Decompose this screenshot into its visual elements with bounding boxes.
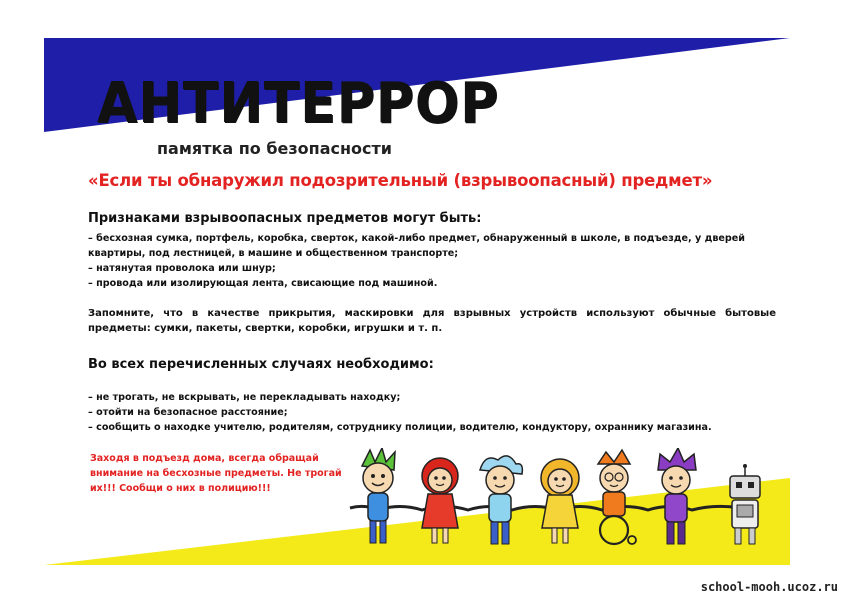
- poster-title: АНТИТЕРРОР: [97, 71, 500, 136]
- kid-yellow: [541, 459, 579, 543]
- poster-headline: «Если ты обнаружил подозрительный (взрывоопасный) предмет»: [88, 171, 713, 190]
- signs-heading: Признаками взрывоопасных предметов могут быть:: [88, 211, 482, 226]
- children-illustration: [340, 448, 780, 553]
- actions-item: – не трогать, не вскрывать, не перекладывать находку;: [88, 392, 401, 403]
- kid-purple: [658, 448, 696, 544]
- actions-item: – отойти на безопасное расстояние;: [88, 407, 288, 418]
- site-credit: school-mooh.ucoz.ru: [700, 580, 838, 594]
- warning-text: Заходя в подъезд дома, всегда обращай внимание на бесхозные предметы. Не трогай их!!! Сообщи о них в полицию!!!: [90, 453, 342, 494]
- robot-figure: [730, 464, 760, 544]
- poster-subtitle: памятка по безопасности: [157, 139, 392, 158]
- signs-item: – провода или изолирующая лента, свисающие под машиной.: [88, 278, 438, 289]
- signs-item: квартиры, под лестницей, в машине и общественном транспорте;: [88, 248, 459, 259]
- kid-green: [362, 448, 395, 543]
- actions-item: – сообщить о находке учителю, родителям, сотруднику полиции, водителю, кондуктору, охраннику магазина.: [88, 422, 712, 433]
- signs-item: – бесхозная сумка, портфель, коробка, сверток, какой-либо предмет, обнаруженный в школе, в подъезде, у дверей: [88, 233, 746, 244]
- kid-blue: [480, 456, 522, 544]
- kid-red: [422, 458, 458, 543]
- actions-heading: Во всех перечисленных случаях необходимо:: [88, 357, 434, 372]
- signs-item: – натянутая проволока или шнур;: [88, 263, 276, 274]
- kid-wheelchair: [598, 450, 636, 544]
- remember-paragraph: Запомните, что в качестве прикрытия, маскировки для взрывных устройств используют обычные бытовые предметы: сумки, пакеты, свертки, коробки, игрушки и т. п.: [88, 308, 776, 334]
